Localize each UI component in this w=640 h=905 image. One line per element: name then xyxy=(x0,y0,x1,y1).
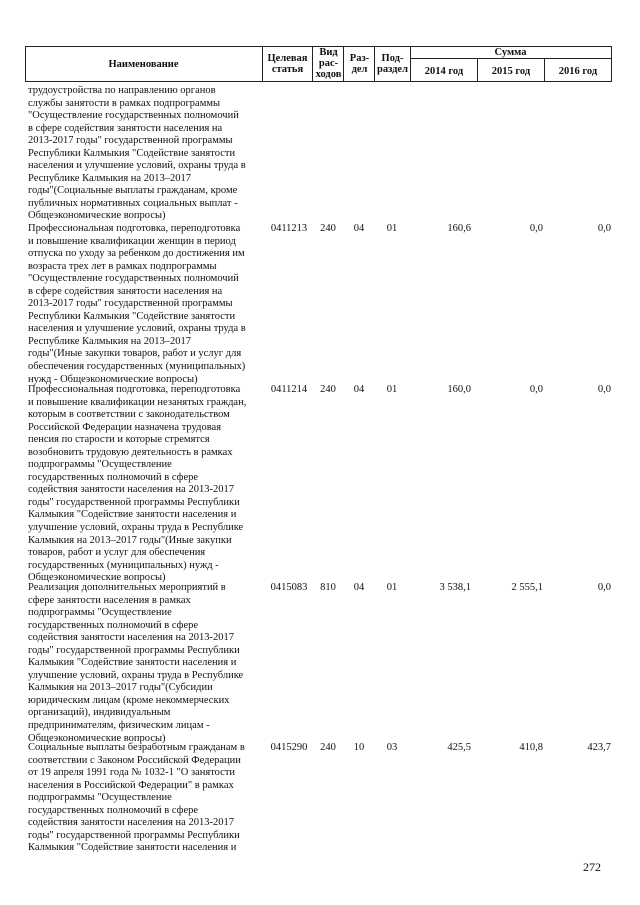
header-section: Раз-дел xyxy=(349,53,370,75)
header-year-2015: 2015 год xyxy=(491,66,531,77)
header-subsection: Под-раздел xyxy=(377,53,408,75)
target-article-cell: 0415290 xyxy=(270,742,308,753)
section-cell: 04 xyxy=(353,384,365,395)
subsection-cell: 01 xyxy=(386,582,398,593)
page-number: 272 xyxy=(583,860,601,874)
amount-2016-cell: 0,0 xyxy=(597,582,611,593)
row-description: Социальные выплаты безработным гражданам в соответствии с Законом Российской Федерации от 19 апреля 1991 года № 1032-1 "О занятости населения в Российской Федерации" в рамках подпрограммы "Осуществление государственных полномочий в сфере содействия занятости населения на 2013-2017 годы" государственной программы Республики Калмыкия "Содействие занятости населения и xyxy=(28,742,245,854)
section-cell: 10 xyxy=(353,742,365,753)
amount-2015-cell: 0,0 xyxy=(529,223,543,234)
amount-2015-cell: 0,0 xyxy=(529,384,543,395)
subsection-cell: 03 xyxy=(386,742,398,753)
amount-2014-cell: 160,0 xyxy=(447,384,471,395)
header-year-2016: 2016 год xyxy=(558,66,598,77)
amount-2014-cell: 425,5 xyxy=(447,742,471,753)
target-article-cell: 0411213 xyxy=(270,223,308,234)
expense-type-cell: 240 xyxy=(320,223,336,234)
amount-2014-cell: 160,6 xyxy=(447,223,471,234)
target-article-cell: 0411214 xyxy=(270,384,308,395)
subsection-cell: 01 xyxy=(386,223,398,234)
amount-2016-cell: 0,0 xyxy=(597,223,611,234)
row-description: Реализация дополнительных мероприятий в сфере занятости населения в рамках подпрограммы "Осуществление государственных полномочий в сфере содействия занятости населения на 2013-2017 годы" государственной программы Республики Калмыкия "Содействие занятости населения и улучшение условий, охраны труда в Республике Калмыкия на 2013–2017 годы"(Субсидии юридическим лицам (кроме некоммерческих организаций), индивидуальным предпринимателям, физическим лицам - Общеэкономические вопросы) xyxy=(28,582,244,744)
header-amount: Сумма xyxy=(494,47,527,58)
expense-type-cell: 240 xyxy=(320,742,336,753)
amount-2016-cell: 423,7 xyxy=(587,742,611,753)
amount-2015-cell: 410,8 xyxy=(519,742,543,753)
expense-type-cell: 240 xyxy=(320,384,336,395)
table-header xyxy=(25,46,612,82)
target-article-cell: 0415083 xyxy=(270,582,308,593)
row-description: Профессиональная подготовка, переподготовка и повышение квалификации женщин в период отпуска по уходу за ребенком до достижения им возраста трех лет в рамках подпрограммы "Осуществление государственных полномочий в сфере содействия занятости населения на 2013-2017 годы" государственной программы Республики Калмыкия "Содействие занятости населения и улучшение условий, охраны труда в Республике Калмыкия на 2013–2017 годы"(Иные закупки товаров, работ и услуг для обеспечения государственных (муниципальных) нужд - Общеэкономические вопросы) xyxy=(28,223,246,385)
expense-type-cell: 810 xyxy=(320,582,336,593)
amount-2015-cell: 2 555,1 xyxy=(511,582,543,593)
subsection-cell: 01 xyxy=(386,384,398,395)
row-description: трудоустройства по направлению органов службы занятости в рамках подпрограммы "Осуществление государственных полномочий в сфере содействия занятости населения на 2013-2017 годы" государственной программы Республики Калмыкия "Содействие занятости населения и улучшение условий, охраны труда в Республике Калмыкия на 2013–2017 годы"(Социальные выплаты гражданам, кроме публичных нормативных социальных выплат - Общеэкономические вопросы) xyxy=(28,85,246,222)
section-cell: 04 xyxy=(353,582,365,593)
row-description: Профессиональная подготовка, переподготовка и повышение квалификации незанятых граждан, которым в соответствии с законодательством Российской Федерации назначена трудовая пенсия по старости и которые стремятся возобновить трудовую деятельность в рамках подпрограммы "Осуществление государственных полномочий в сфере содействия занятости населения на 2013-2017 годы" государственной программы Республики Калмыкия "Содействие занятости населения и улучшение условий, охраны труда в Республике Калмыкия на 2013–2017 годы"(Иные закупки товаров, работ и услуг для обеспечения государственных (муниципальных) нужд - Общеэкономические вопросы) xyxy=(28,384,247,584)
header-expense-type: Вид рас-ходов xyxy=(315,47,342,80)
amount-2016-cell: 0,0 xyxy=(597,384,611,395)
header-name: Наименование xyxy=(108,59,179,70)
section-cell: 04 xyxy=(353,223,365,234)
header-year-2014: 2014 год xyxy=(424,66,464,77)
header-target-article: Целевая статья xyxy=(267,53,308,75)
amount-2014-cell: 3 538,1 xyxy=(439,582,471,593)
